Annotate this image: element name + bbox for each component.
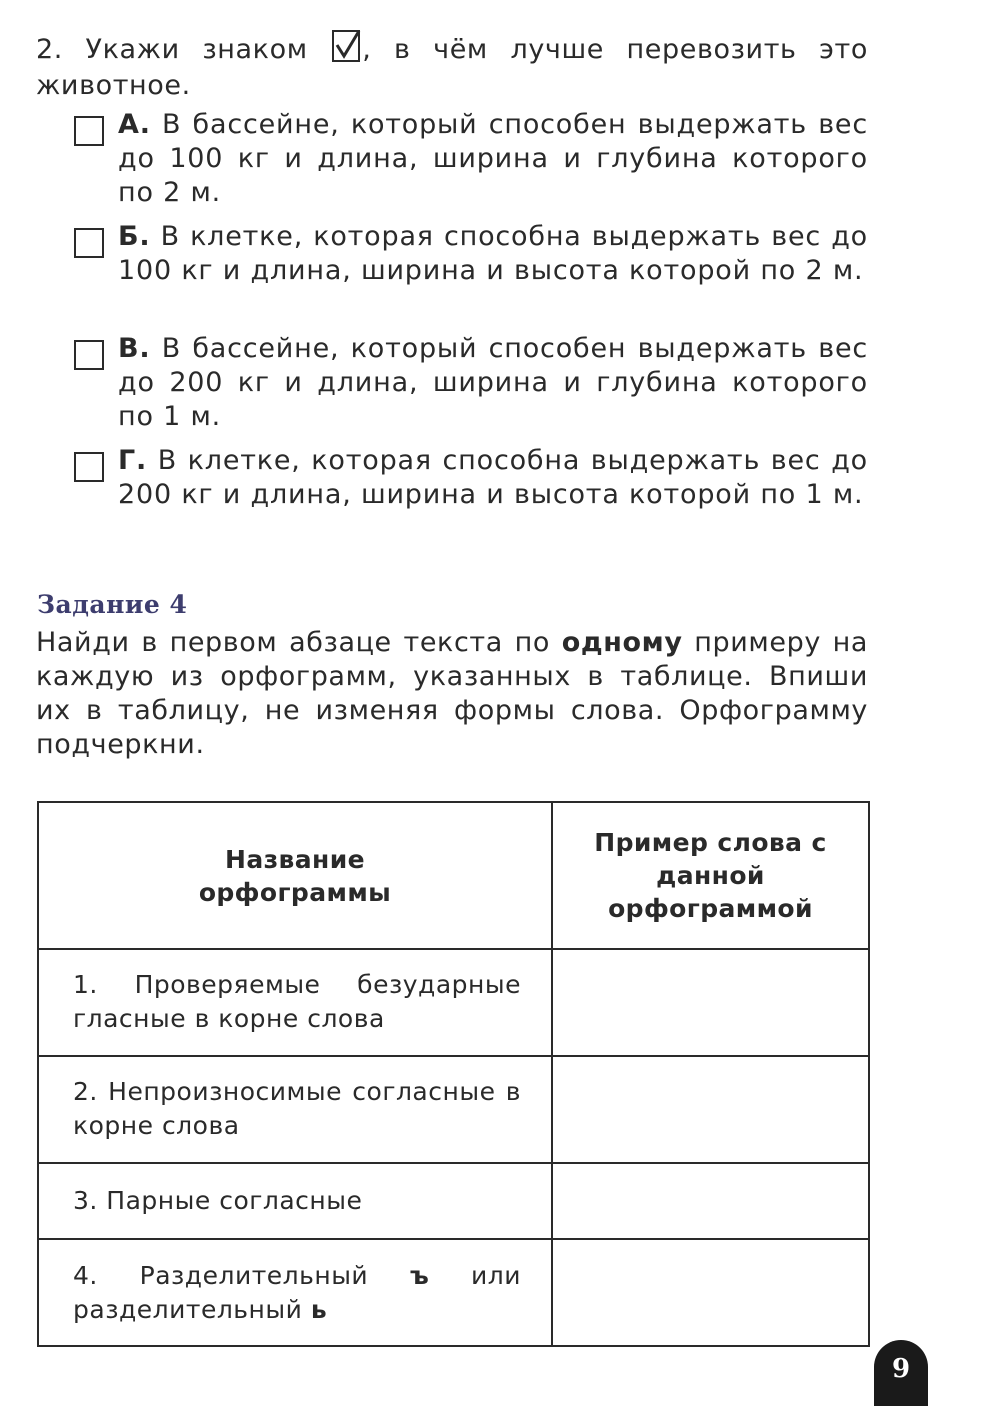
option-a-letter: А.	[118, 109, 151, 140]
row-2-answer-cell[interactable]	[552, 1056, 869, 1163]
row-4-label-part1: 4. Разделительный	[73, 1260, 369, 1290]
option-b[interactable]	[74, 220, 868, 330]
checkmark-sample-icon	[332, 30, 360, 62]
task-4-heading: Задание 4	[37, 590, 188, 619]
option-v-text: В бассейне, который способен выдержать вес до 200 кг и длина, ширина и глубина которого по 1 м.	[118, 333, 868, 432]
task-4-instructions	[36, 626, 868, 762]
question-2-text-after: , в чём лучше перевозить это животное.	[36, 34, 868, 101]
row-4-hard-sign: ъ	[409, 1260, 430, 1290]
option-a-checkbox[interactable]	[74, 116, 104, 146]
row-4-label	[38, 1239, 552, 1346]
option-b-letter: Б.	[118, 221, 151, 252]
row-2-label: 2. Непроизносимые согласные в корне слова	[38, 1056, 552, 1163]
answer-options	[74, 108, 868, 556]
task-4-text-part1: Найди в первом абзаце текста по	[36, 627, 550, 658]
row-1-label: 1. Проверяемые безударные гласные в корне слова	[38, 949, 552, 1056]
table-header-row	[38, 802, 869, 949]
option-g-text: В клетке, которая способна выдержать вес до 200 кг и длина, ширина и высота которой по 1 м.	[118, 445, 868, 510]
row-1-answer-cell[interactable]	[552, 949, 869, 1056]
table-row	[38, 1163, 869, 1240]
option-v-checkbox[interactable]	[74, 340, 104, 370]
header-orthogram-name: Название орфограммы	[38, 802, 552, 949]
page-number: 9	[874, 1340, 928, 1406]
row-4-soft-sign: ь	[310, 1294, 328, 1324]
question-2	[36, 30, 868, 104]
row-4-answer-cell[interactable]	[552, 1239, 869, 1346]
table-row	[38, 1239, 869, 1346]
row-4-label-part2: или разделительный	[73, 1260, 521, 1324]
option-v[interactable]	[74, 332, 868, 442]
table-row	[38, 1056, 869, 1163]
table-row	[38, 949, 869, 1056]
task-4-text-emphasis: одному	[561, 627, 683, 658]
question-2-text-before: 2. Укажи знаком	[36, 34, 308, 65]
option-b-checkbox[interactable]	[74, 228, 104, 258]
row-3-answer-cell[interactable]	[552, 1163, 869, 1240]
option-g-letter: Г.	[118, 445, 148, 476]
row-3-label: 3. Парные согласные	[38, 1163, 552, 1240]
option-b-text: В клетке, которая способна выдержать вес до 100 кг и длина, ширина и высота которой по 2 м.	[118, 221, 868, 286]
task-4-text-part2: примеру на каждую из орфограмм, указанных в таблице. Впиши их в таблицу, не изменяя формы слова. Орфограмму подчеркни.	[36, 627, 869, 760]
option-g[interactable]	[74, 444, 868, 554]
orthogram-table	[37, 801, 870, 1347]
option-v-letter: В.	[118, 333, 151, 364]
option-g-checkbox[interactable]	[74, 452, 104, 482]
option-a-text: В бассейне, который способен выдержать вес до 100 кг и длина, ширина и глубина которого по 2 м.	[118, 109, 868, 208]
option-a[interactable]	[74, 108, 868, 218]
header-example-word: Пример слова с данной орфограммой	[552, 802, 869, 949]
